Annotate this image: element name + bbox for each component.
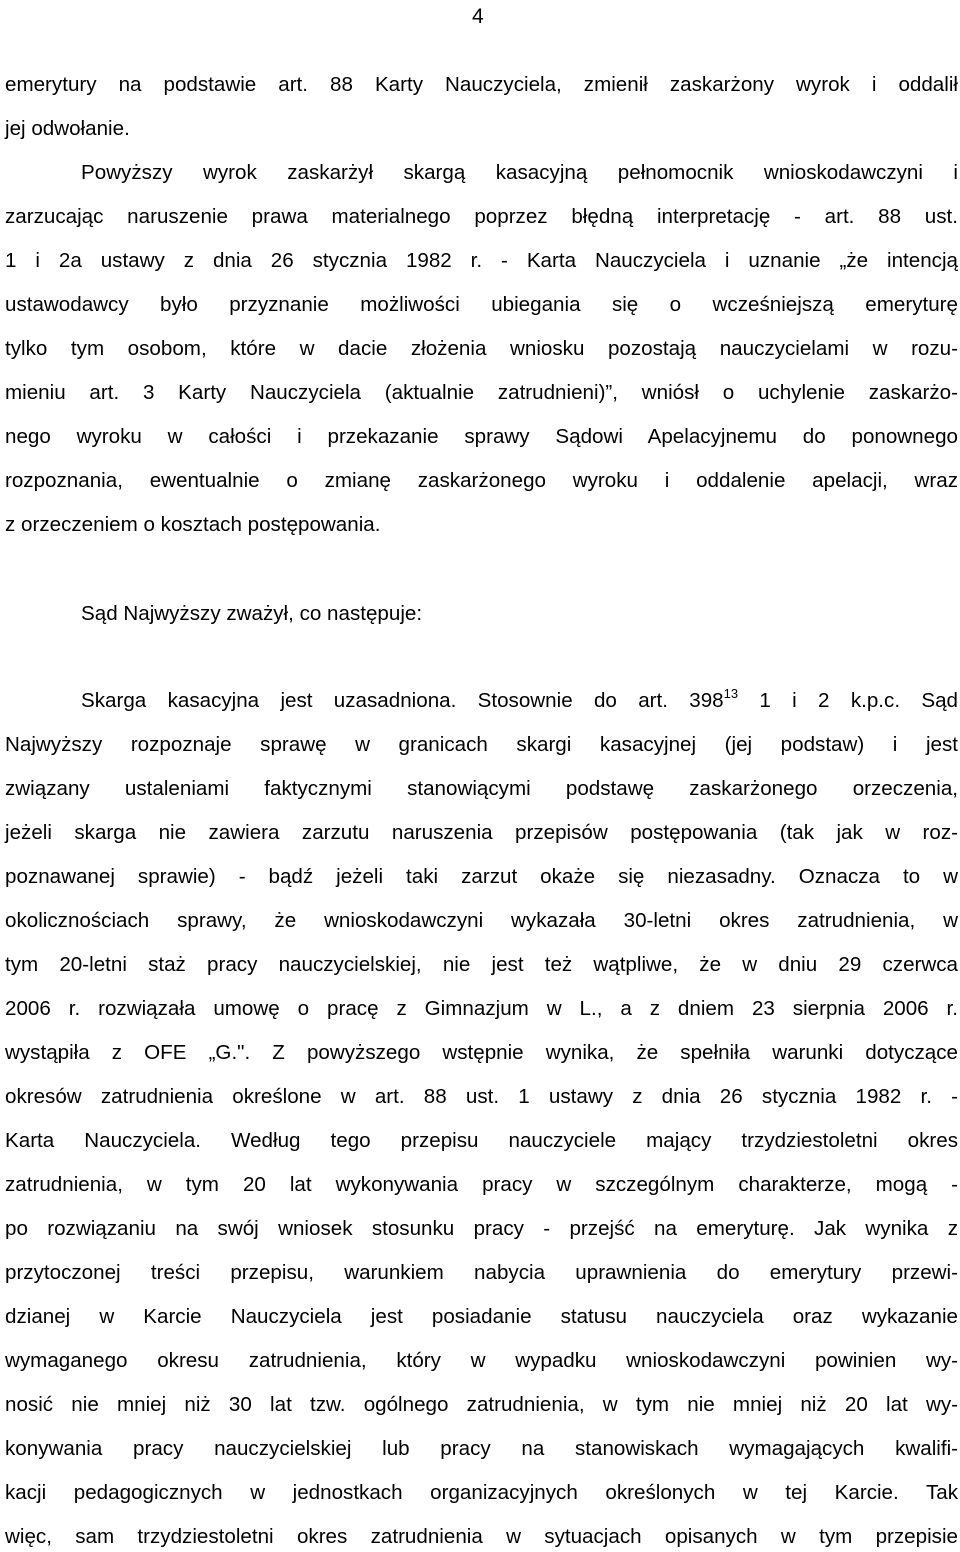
text-line: mieniu art. 3 Karty Nauczyciela (aktualnie zatrudnieni)”, wniósł o uchylenie zaskarżo- (5, 381, 958, 404)
text-line: wystąpiła z OFE „G.". Z powyższego wstępnie wynika, że spełniła warunki dotyczące (5, 1041, 958, 1064)
text-line: z orzeczeniem o kosztach postępowania. (5, 513, 381, 536)
text-line: kacji pedagogicznych w jednostkach organizacyjnych określonych w tej Karcie. Tak (5, 1481, 958, 1504)
text-line: 1 i 2a ustawy z dnia 26 stycznia 1982 r. - Karta Nauczyciela i uznanie „że intencją (5, 249, 958, 272)
text-line: po rozwiązaniu na swój wniosek stosunku pracy - przejść na emeryturę. Jak wynika z (5, 1217, 958, 1240)
text-line: więc, sam trzydziestoletni okres zatrudnienia w sytuacjach opisanych w tym przepisie (5, 1525, 958, 1548)
text-line: poznawanej sprawie) - bądź jeżeli taki zarzut okaże się niezasadny. Oznacza to w (5, 865, 958, 888)
text-line: nosić nie mniej niż 30 lat tzw. ogólnego zatrudnienia, w tym nie mniej niż 20 lat wy- (5, 1393, 958, 1416)
text-line: ustawodawcy było przyznanie możliwości ubiegania się o wcześniejszą emeryturę (5, 293, 958, 316)
text-line: związany ustaleniami faktycznymi stanowiącymi podstawę zaskarżonego orzeczenia, (5, 777, 958, 800)
text-line: zatrudnienia, w tym 20 lat wykonywania pracy w szczególnym charakterze, mogą - (5, 1173, 958, 1196)
text-line: konywania pracy nauczycielskiej lub pracy na stanowiskach wymagających kwalifi- (5, 1437, 958, 1460)
text-line: tylko tym osobom, które w dacie złożenia wniosku pozostają nauczycielami w rozu- (5, 337, 958, 360)
text-line: Najwyższy rozpoznaje sprawę w granicach skargi kasacyjnej (jej podstaw) i jest (5, 733, 958, 756)
text-line: jej odwołanie. (5, 117, 130, 140)
text-line: przytoczonej treści przepisu, warunkiem nabycia uprawnienia do emerytury przewi- (5, 1261, 958, 1284)
text-fragment: 1 i 2 k.p.c. Sąd (738, 689, 958, 712)
text-line: Powyższy wyrok zaskarżył skargą kasacyjną pełnomocnik wnioskodawczyni i (81, 161, 958, 184)
text-line: zarzucając naruszenie prawa materialnego poprzez błędną interpretację - art. 88 ust. (5, 205, 958, 228)
page-number: 4 (472, 5, 484, 28)
superscript: 13 (723, 686, 739, 701)
text-line (81, 686, 958, 716)
text-line: dzianej w Karcie Nauczyciela jest posiadanie statusu nauczyciela oraz wykazanie (5, 1305, 958, 1328)
text-line: okresów zatrudnienia określone w art. 88 ust. 1 ustawy z dnia 26 stycznia 1982 r. - (5, 1085, 958, 1108)
text-line: 2006 r. rozwiązała umowę o pracę z Gimnazjum w L., a z dniem 23 sierpnia 2006 r. (5, 997, 958, 1020)
section-heading: Sąd Najwyższy zważył, co następuje: (81, 602, 423, 625)
text-line: okolicznościach sprawy, że wnioskodawczyni wykazała 30-letni okres zatrudnienia, w (5, 909, 958, 932)
text-line: emerytury na podstawie art. 88 Karty Nauczyciela, zmienił zaskarżony wyrok i oddalił (5, 73, 958, 96)
text-line: jeżeli skarga nie zawiera zarzutu naruszenia przepisów postępowania (tak jak w roz- (5, 821, 958, 844)
text-line: nego wyroku w całości i przekazanie sprawy Sądowi Apelacyjnemu do ponownego (5, 425, 958, 448)
text-line: tym 20-letni staż pracy nauczycielskiej, nie jest też wątpliwe, że w dniu 29 czerwca (5, 953, 958, 976)
text-line: Karta Nauczyciela. Według tego przepisu nauczyciele mający trzydziestoletni okres (5, 1129, 958, 1152)
text-line: wymaganego okresu zatrudnienia, który w wypadku wnioskodawczyni powinien wy- (5, 1349, 958, 1372)
text-line: rozpoznania, ewentualnie o zmianę zaskarżonego wyroku i oddalenie apelacji, wraz (5, 469, 958, 492)
text-fragment: Skarga kasacyjna jest uzasadniona. Stosownie do art. 398 (81, 689, 724, 712)
